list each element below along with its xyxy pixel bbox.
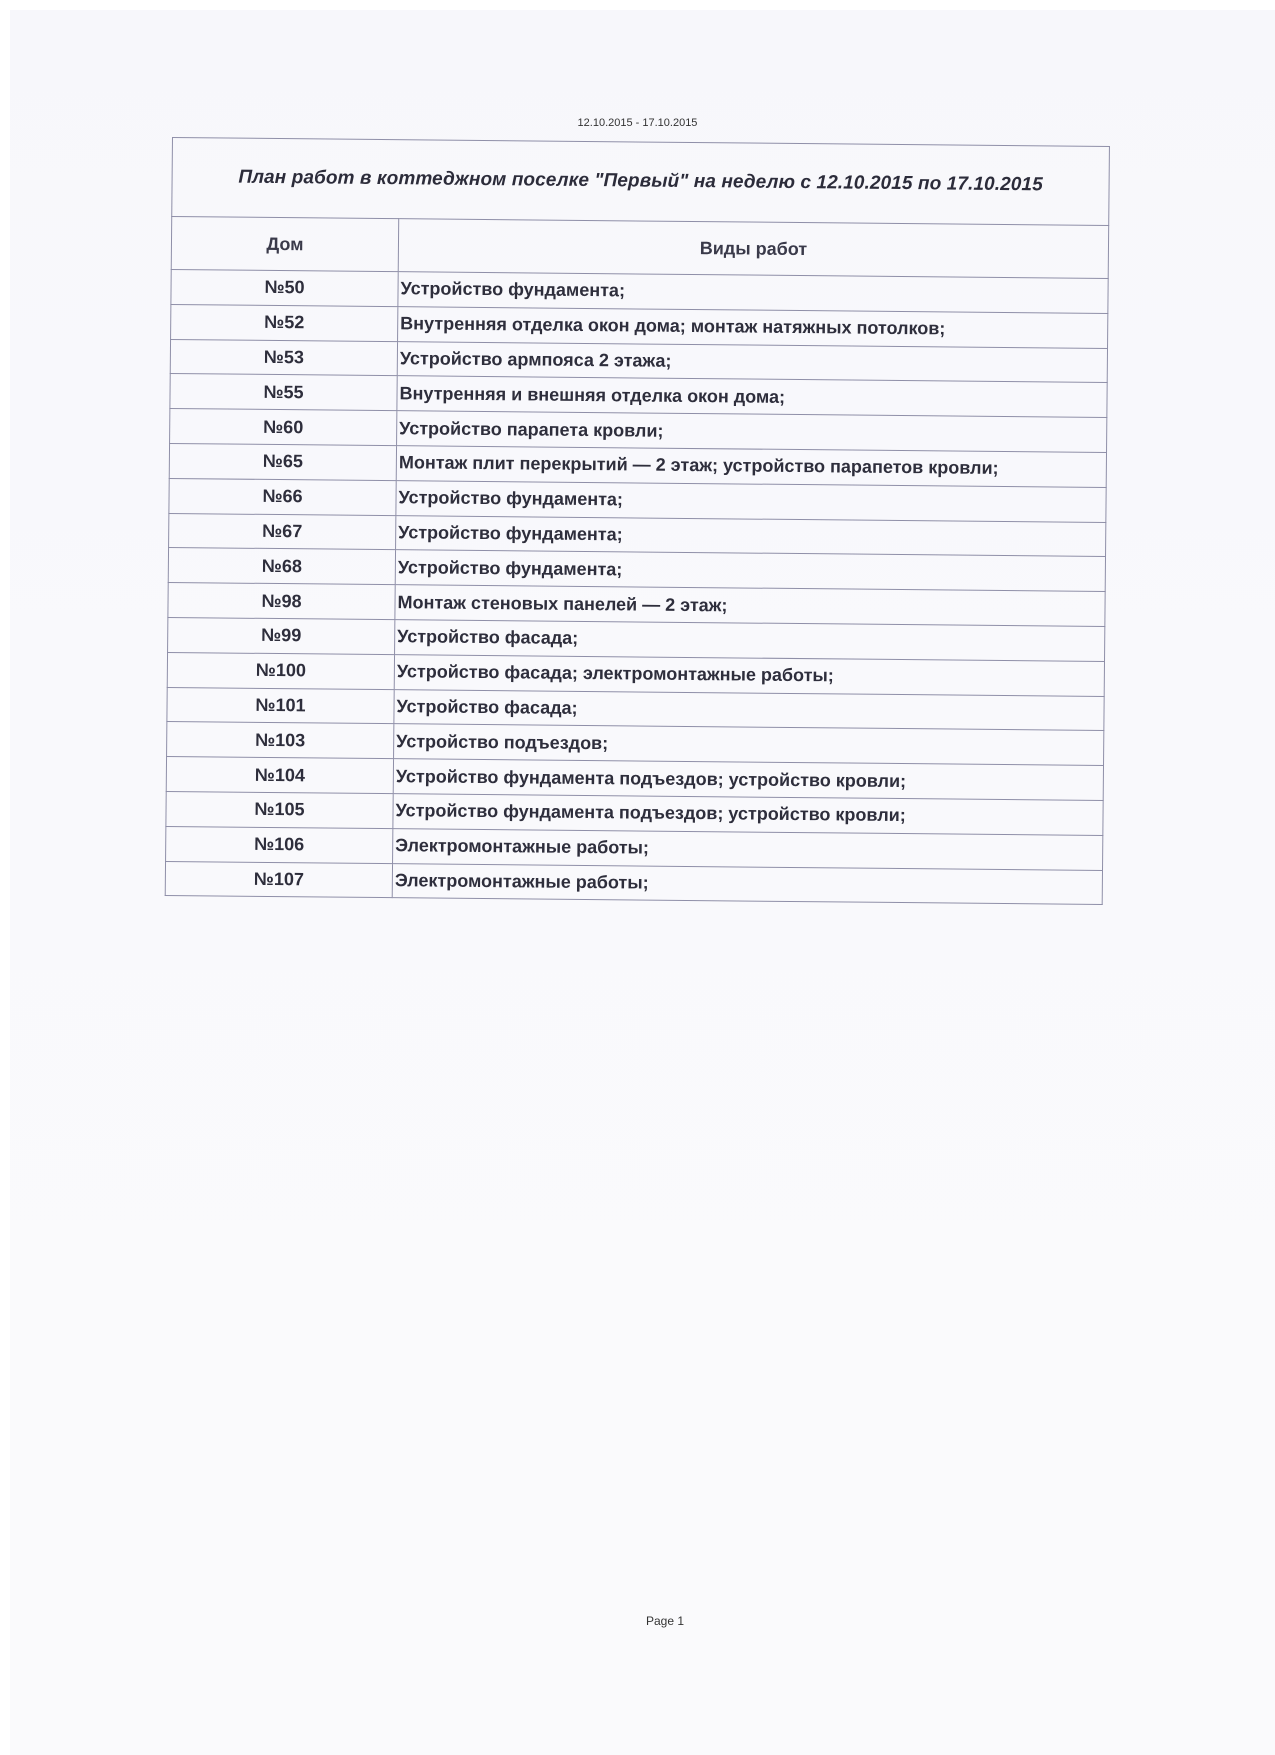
- work-description: Устройство фундамента подъездов; устройство кровли;: [393, 759, 1103, 801]
- work-description: Устройство фундамента;: [398, 272, 1108, 314]
- house-number: №67: [169, 513, 396, 550]
- house-number: №52: [171, 304, 398, 341]
- house-number: №65: [169, 443, 396, 480]
- house-number: №98: [168, 583, 395, 620]
- work-description: Устройство фасада; электромонтажные работы;: [394, 654, 1104, 696]
- house-number: №68: [168, 548, 395, 585]
- work-description: Внутренняя и внешняя отделка окон дома;: [397, 376, 1107, 418]
- scan-edge-left: [0, 0, 10, 1755]
- house-number: №60: [170, 409, 397, 446]
- work-description: Монтаж плит перекрытий — 2 этаж; устройство парапетов кровли;: [396, 446, 1106, 488]
- table-body: [165, 269, 1108, 904]
- work-plan-sheet: [165, 137, 1110, 905]
- work-description: Устройство подъездов;: [394, 724, 1104, 766]
- house-number: №101: [167, 687, 394, 724]
- column-header-works: Виды работ: [398, 219, 1108, 279]
- house-number: №104: [166, 757, 393, 794]
- work-description: Устройство фасада;: [395, 620, 1105, 662]
- work-description: Монтаж стеновых панелей — 2 этаж;: [395, 585, 1105, 627]
- work-plan-table: [165, 216, 1109, 905]
- house-number: №103: [167, 722, 394, 759]
- work-description: Устройство парапета кровли;: [397, 411, 1107, 453]
- house-number: №99: [168, 617, 395, 654]
- work-description: Устройство фундамента подъездов; устройство кровли;: [393, 794, 1103, 836]
- work-description: Внутренняя отделка окон дома; монтаж натяжных потолков;: [398, 306, 1108, 348]
- house-number: №50: [171, 269, 398, 306]
- house-number: №53: [170, 339, 397, 376]
- house-number: №66: [169, 478, 396, 515]
- page-number: Page 1: [645, 1614, 685, 1628]
- scan-edge-top: [0, 0, 1275, 10]
- house-number: №55: [170, 374, 397, 411]
- work-description: Устройство фундамента;: [396, 515, 1106, 557]
- house-number: №106: [166, 826, 393, 863]
- work-description: Устройство фундамента;: [395, 550, 1105, 592]
- column-header-house: Дом: [171, 217, 398, 272]
- work-description: Устройство фасада;: [394, 689, 1104, 731]
- table-header-row: [171, 217, 1108, 279]
- work-description: Электромонтажные работы;: [393, 828, 1103, 870]
- work-description: Устройство фундамента;: [396, 480, 1106, 522]
- work-description: Электромонтажные работы;: [392, 863, 1102, 905]
- house-number: №100: [167, 652, 394, 689]
- header-date-range: 12.10.2015 - 17.10.2015: [577, 117, 698, 129]
- house-number: №105: [166, 791, 393, 828]
- house-number: №107: [165, 861, 392, 898]
- work-description: Устройство армпояса 2 этажа;: [397, 341, 1107, 383]
- plan-title: План работ в коттеджном поселке "Первый" на неделю с 12.10.2015 по 17.10.2015: [171, 137, 1110, 225]
